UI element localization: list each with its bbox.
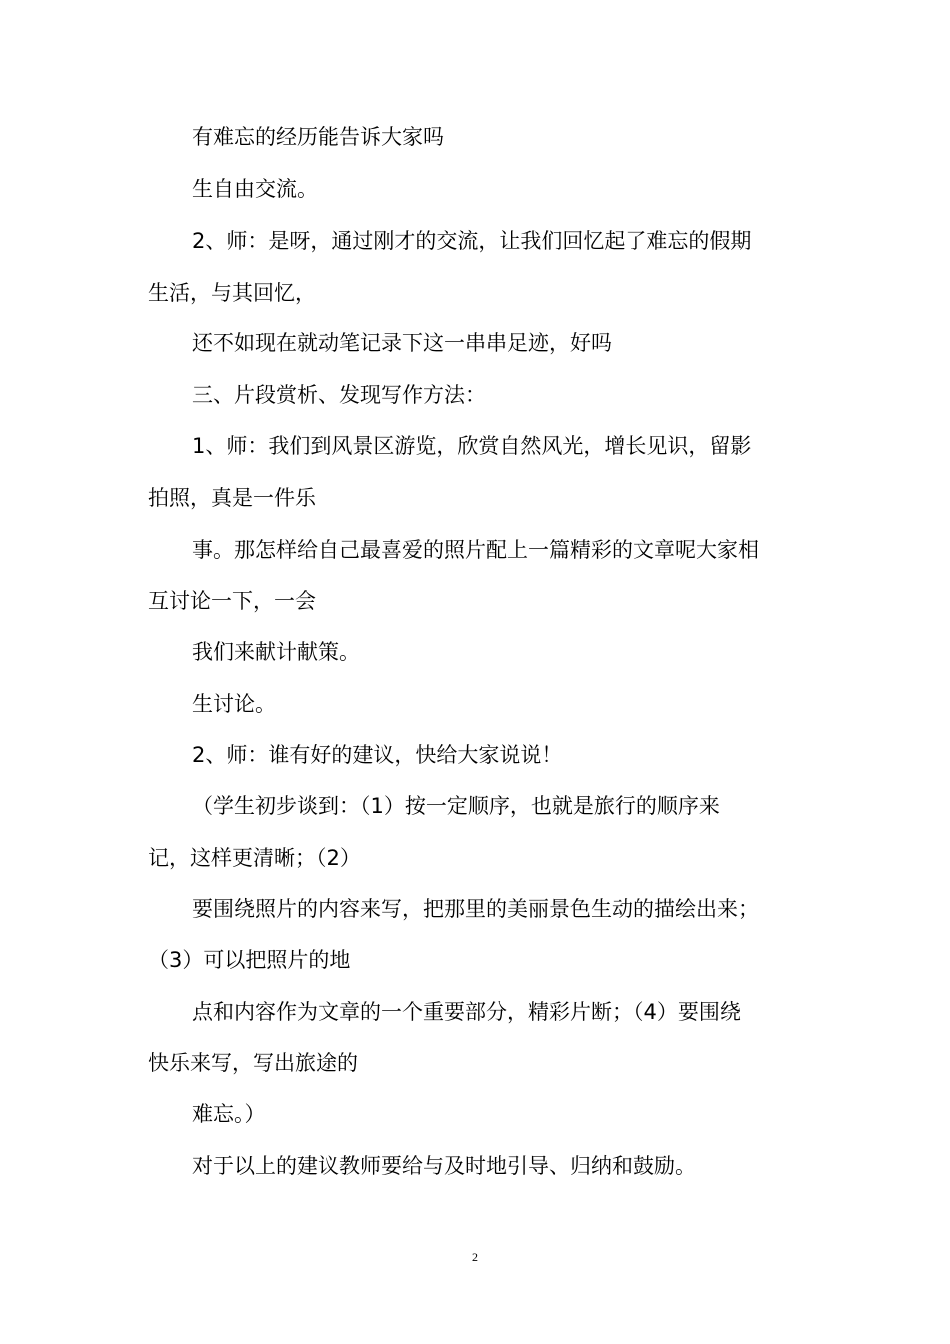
text-line: 对于以上的建议教师要给与及时地引导、归纳和鼓励。 bbox=[192, 1154, 696, 1178]
text-line: 互讨论一下，一会 bbox=[148, 589, 316, 613]
text-line: 生自由交流。 bbox=[192, 177, 318, 201]
text-line: 2、师：是呀，通过刚才的交流，让我们回忆起了难忘的假期 bbox=[192, 229, 752, 253]
section-heading: 三、片段赏析、发现写作方法： bbox=[192, 383, 486, 407]
text-line: 记，这样更清晰；（2） bbox=[148, 846, 361, 870]
page-number: 2 bbox=[472, 1250, 478, 1264]
text-line: 点和内容作为文章的一个重要部分，精彩片断；（4）要围绕 bbox=[192, 1000, 741, 1024]
text-line: 生讨论。 bbox=[192, 692, 276, 716]
text-line: 事。那怎样给自己最喜爱的照片配上一篇精彩的文章呢大家相 bbox=[192, 538, 759, 562]
text-line: 快乐来写，写出旅途的 bbox=[148, 1051, 358, 1075]
text-line: 有难忘的经历能告诉大家吗 bbox=[192, 125, 444, 149]
text-line: 要围绕照片的内容来写，把那里的美丽景色生动的描绘出来； bbox=[192, 897, 759, 921]
text-line: （学生初步谈到：（1）按一定顺序，也就是旅行的顺序来 bbox=[192, 794, 720, 818]
text-line: 1、师：我们到风景区游览，欣赏自然风光，增长见识，留影 bbox=[192, 434, 752, 458]
text-line: （3）可以把照片的地 bbox=[148, 948, 351, 972]
text-line: 拍照，真是一件乐 bbox=[148, 486, 316, 510]
text-line: 生活，与其回忆， bbox=[148, 281, 316, 305]
text-line: 2、师：谁有好的建议，快给大家说说！ bbox=[192, 743, 563, 767]
text-line: 难忘。） bbox=[192, 1102, 266, 1126]
text-line: 还不如现在就动笔记录下这一串串足迹，好吗 bbox=[192, 331, 612, 355]
text-line: 我们来献计献策。 bbox=[192, 640, 360, 664]
